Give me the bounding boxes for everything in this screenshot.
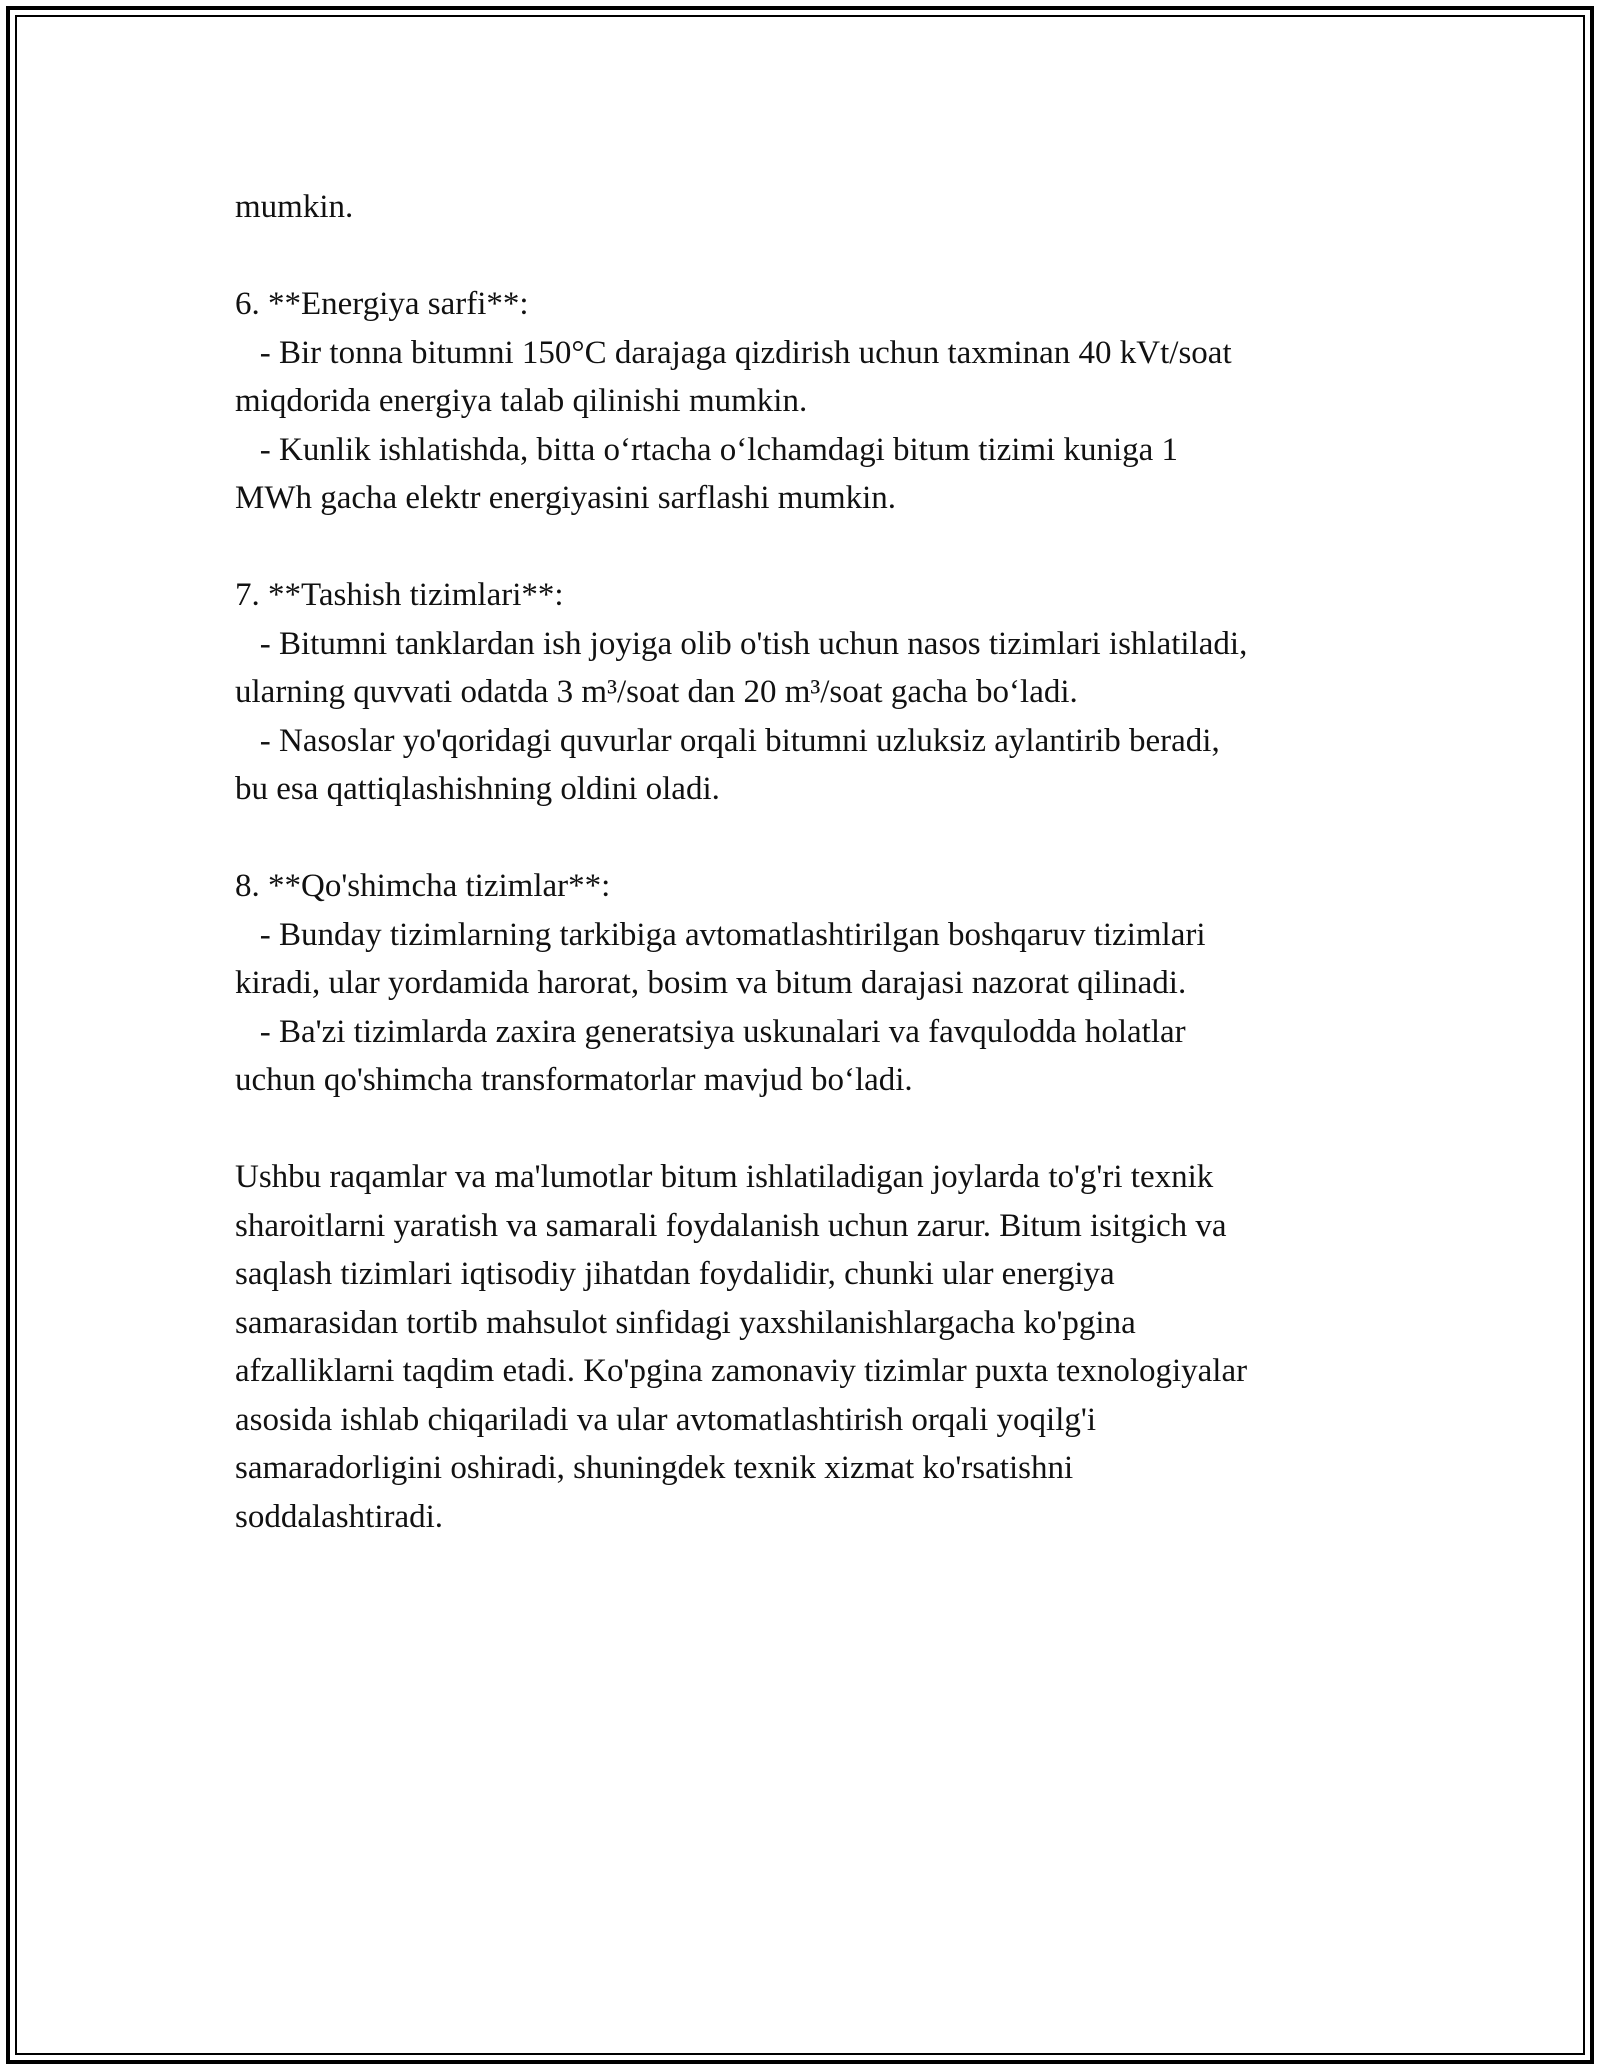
text-line: uchun qo'shimcha transformatorlar mavjud bo‘ladi. bbox=[235, 1062, 913, 1098]
text-line: soddalashtiradi. bbox=[235, 1498, 444, 1535]
text-line: samaradorligini oshiradi, shuningdek texnik xizmat ko'rsatishni bbox=[235, 1450, 1074, 1486]
text-line: - Bir tonna bitumni 150°C darajaga qizdirish uchun taxminan 40 kVt/soat bbox=[235, 334, 1232, 371]
text-line: miqdorida energiya talab qilinishi mumkin. bbox=[235, 383, 808, 419]
blank-line bbox=[235, 523, 1415, 572]
text-line: samarasidan tortib mahsulot sinfidagi yaxshilanishlargacha ko'pgina bbox=[235, 1304, 1136, 1341]
text-line: sharoitlarni yaratish va samarali foydalanish uchun zarur. Bitum isitgich va bbox=[235, 1207, 1227, 1244]
text-line: - Nasoslar yo'qoridagi quvurlar orqali bitumni uzluksiz aylantirib beradi, bbox=[235, 722, 1220, 759]
text-line: - Bunday tizimlarning tarkibiga avtomatlashtirilgan boshqaruv tizimlari bbox=[235, 916, 1206, 953]
text-line: - Ba'zi tizimlarda zaxira generatsiya uskunalari va favqulodda holatlar bbox=[235, 1013, 1186, 1050]
text-line: ularning quvvati odatda 3 m³/soat dan 20 m³/soat gacha bo‘ladi. bbox=[235, 674, 1078, 710]
text-line: Ushbu raqamlar va ma'lumotlar bitum ishlatiladigan joylarda to'g'ri texnik bbox=[235, 1159, 1214, 1195]
text-line: afzalliklarni taqdim etadi. Ko'pgina zamonaviy tizimlar puxta texnologiyalar bbox=[235, 1353, 1248, 1389]
blank-line bbox=[235, 1105, 1415, 1154]
blank-line bbox=[235, 814, 1415, 863]
text-line: MWh gacha elektr energiyasini sarflashi mumkin. bbox=[235, 480, 897, 516]
text-line: saqlash tizimlari iqtisodiy jihatdan foydalidir, chunki ular energiya bbox=[235, 1256, 1115, 1292]
section-heading: 6. **Energiya sarfi**: bbox=[235, 286, 529, 322]
text-line: bu esa qattiqlashishning oldini oladi. bbox=[235, 771, 720, 807]
text-line: asosida ishlab chiqariladi va ular avtomatlashtirish orqali yoqilg'i bbox=[235, 1401, 1096, 1438]
blank-line bbox=[235, 232, 1415, 281]
section-heading: 8. **Qo'shimcha tizimlar**: bbox=[235, 868, 611, 904]
text-line: mumkin. bbox=[235, 189, 354, 225]
text-line: - Kunlik ishlatishda, bitta o‘rtacha o‘lchamdagi bitum tizimi kuniga 1 bbox=[235, 431, 1179, 468]
text-line: - Bitumni tanklardan ish joyiga olib o'tish uchun nasos tizimlari ishlatiladi, bbox=[235, 625, 1248, 662]
document-body bbox=[235, 183, 1415, 1541]
section-heading: 7. **Tashish tizimlari**: bbox=[235, 577, 564, 613]
text-line: kiradi, ular yordamida harorat, bosim va bitum darajasi nazorat qilinadi. bbox=[235, 965, 1187, 1001]
